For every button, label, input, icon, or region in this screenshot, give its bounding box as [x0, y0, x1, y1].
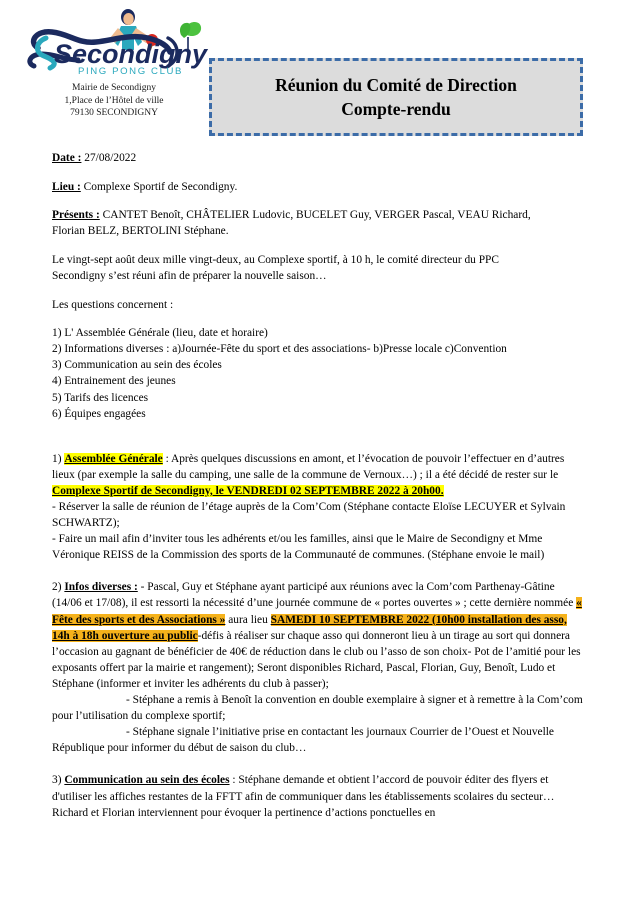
logo-subtitle: PING PONG CLUB	[78, 66, 184, 77]
date-label: Date :	[52, 152, 82, 164]
intro-line-2: Secondigny s’est réuni afin de préparer la nouvelle saison…	[52, 269, 327, 282]
section-1-bullet-1: - Réserver la salle de réunion de l’étage auprès de la Com’Com (Stéphane contacte Eloïse LECUYER et Sylvain SCHWARTZ);	[52, 501, 566, 530]
agenda-item-5: 5) Tarifs des licences	[52, 391, 149, 404]
section-2-number: 2)	[52, 581, 62, 594]
section-2-sub-1-text: - Stéphane a remis à Benoît la convention en double exemplaire à signer et à remettre à la Com’com pour l’utilisation du complexe sportif;	[52, 694, 583, 723]
club-logo-block	[18, 8, 210, 120]
lieu-label: Lieu :	[52, 180, 81, 193]
section-1	[52, 451, 586, 564]
section-2-body-a: - Pascal, Guy et Stéphane ayant participé aux réunions avec la Com’com Parthenay-Gâtine (14/06 et 17/08), il est ressorti la nécessité d’une journée commune de « portes ouvertes » ; cette dernière nommée	[52, 581, 574, 610]
section-3-colon: :	[232, 774, 236, 787]
section-2-sub-1	[52, 692, 586, 724]
section-1-paragraph	[52, 451, 586, 499]
section-1-number: 1)	[52, 452, 62, 465]
intro-paragraph	[52, 252, 586, 284]
address-line-3: 79130 SECONDIGNY	[70, 108, 158, 118]
agenda-list	[52, 325, 586, 422]
section-3-body: Stéphane demande et obtient l’accord de pouvoir éditer des flyers et d'utiliser les affiches restantes de la FFTT afin de communiquer dans les établissements scolaires du secteur… Richard et Florian interviennent pour évoquer la pertinence d’actions ponctuelles en	[52, 774, 555, 819]
presents-value-2: Florian BELZ, BERTOLINI Stéphane.	[52, 225, 229, 238]
section-1-body-a: Après quelques discussions en amont, et l’évocation de pouvoir l’effectuer en d’autres lieux (par exemple la salle du camping, une salle de la commune de Vernoux…) ; il a été décidé de rester sur le	[52, 452, 565, 481]
section-1-highlight: Complexe Sportif de Secondigny, le VENDREDI 02 SEPTEMBRE 2022 à 20h00.	[52, 484, 444, 497]
agenda-item-3: 3) Communication au sein des écoles	[52, 359, 222, 372]
logo-wordmark: Secondigny	[54, 39, 208, 69]
section-3-paragraph	[52, 772, 586, 820]
section-2-highlight-date: SAMEDI 10 SEPTEMBRE 2022 (10h00 installation des asso, 14h à 18h ouverture au public	[52, 613, 567, 642]
address-line-1: Mairie de Secondigny	[72, 83, 156, 93]
agenda-item-1: 1) L' Assemblée Générale (lieu, date et horaire)	[52, 327, 268, 340]
title-line-1: Réunion du Comité de Direction	[275, 75, 517, 95]
lieu-value: Complexe Sportif de Secondigny.	[83, 180, 238, 193]
presents-label: Présents :	[52, 209, 100, 222]
section-2-highlight-name: « Fête des sports et des Associations »	[52, 597, 582, 626]
date-value: 27/08/2022	[84, 152, 137, 164]
section-3-heading: Communication au sein des écoles	[64, 774, 230, 787]
document-body	[52, 150, 586, 821]
section-2-heading: Infos diverses :	[64, 581, 138, 594]
intro-line-1: Le vingt-sept août deux mille vingt-deux, au Complexe sportif, à 10 h, le comité directeur du PPC	[52, 253, 499, 266]
section-1-colon: :	[165, 452, 169, 465]
meta-date	[52, 150, 586, 166]
club-logo-artwork	[18, 8, 210, 80]
section-3	[52, 772, 586, 820]
presents-value-1: CANTET Benoît, CHÂTELIER Ludovic, BUCELET Guy, VERGER Pascal, VEAU Richard,	[102, 209, 531, 222]
document-header	[0, 0, 636, 148]
section-1-heading: Assemblée Générale	[64, 452, 163, 465]
agenda-item-4: 4) Entrainement des jeunes	[52, 375, 176, 388]
section-3-number: 3)	[52, 774, 62, 787]
meta-presents	[52, 207, 586, 239]
section-2-paragraph	[52, 579, 586, 692]
address-line-2: 1,Place de l’Hôtel de ville	[64, 95, 164, 106]
section-2-sub-2	[52, 724, 586, 756]
section-2	[52, 579, 586, 756]
questions-intro: Les questions concernent :	[52, 298, 174, 311]
document-title	[275, 73, 517, 121]
document-title-box	[209, 58, 583, 136]
section-2-body-c: -défis à réaliser sur chaque asso qui donneront lieu à un tirage au sort qui donnera l’occasion au gagnant de bénéficier de 40€ de réduction dans le club ou l’asso de son choix- Pot de l’amitié pour les exposants offert par la mairie et rangement); Seront disponibles Richard, Pascal, Florian, Guy, Benoît, Ludo et Stéphane (informer et inviter les adhérents du club à passer);	[52, 629, 581, 690]
meta-lieu	[52, 179, 586, 195]
section-2-body-b: aura lieu	[228, 613, 268, 626]
section-2-sub-2-text: - Stéphane signale l’initiative prise en contactant les journaux Courrier de l’Ouest et Nouvelle République pour informer du début de saison du club…	[52, 726, 554, 755]
title-line-2: Compte-rendu	[341, 99, 451, 119]
section-1-bullet-2: - Faire un mail afin d’inviter tous les adhérents et/ou les familles, ainsi que le Maire de Secondigny et Mme Véronique REISS de la Commission des sports de la Communauté de communes. (Stéphane envoie le mail)	[52, 533, 545, 562]
agenda-item-6: 6) Équipes engagées	[52, 407, 146, 420]
club-address	[18, 82, 210, 120]
agenda-item-2: 2) Informations diverses : a)Journée-Fête du sport et des associations- b)Presse locale c)Convention	[52, 343, 507, 356]
